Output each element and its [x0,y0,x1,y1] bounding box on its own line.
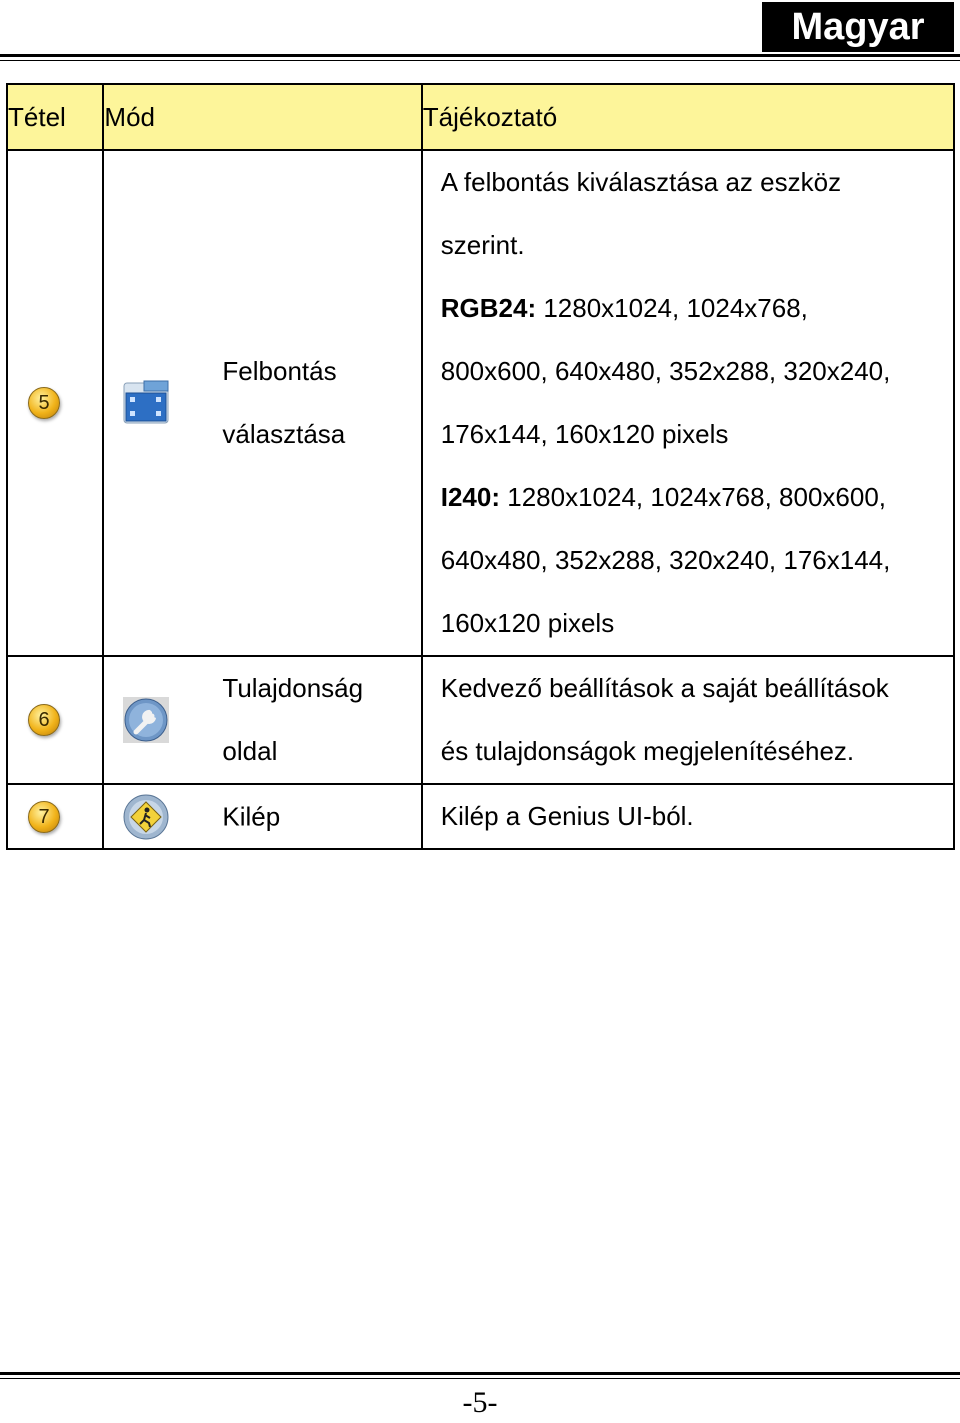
item-number-cell [7,656,103,784]
footer-divider [0,1372,960,1375]
mode-label: Felbontás választása [222,356,346,449]
info-cell: A felbontás kiválasztása az eszköz szerint. RGB24: 1280x1024, 1024x768, 800x600, 640x480, 352x288, 320x240, 176x144, 160x120 pixels I240: 1280x1024, 1024x768, 800x600, 640x480, 352x288, 320x240, 176x144, 160x120 pixels [422,150,954,656]
mode-cell [103,656,421,784]
table-row [7,784,954,849]
mode-cell [103,784,421,849]
header-mode: Mód [103,84,421,150]
item-number-cell [7,150,103,656]
number-badge: 6 [28,704,60,736]
mode-label: Tulajdonság oldal [222,673,364,766]
header-divider-thin [0,60,960,61]
number-badge: 5 [28,387,60,419]
table-row [7,656,954,784]
page-number: -5- [462,1386,498,1419]
mode-cell [103,150,421,656]
header-divider [0,54,960,57]
footer-divider-thin [0,1378,960,1379]
info-cell: Kedvező beállítások a saját beállítások és tulajdonságok megjelenítéséhez. [422,656,954,784]
exit-icon [122,793,170,841]
wrench-settings-icon [122,696,170,744]
item-number-cell [7,784,103,849]
number-badge: 7 [28,801,60,833]
header-info: Tájékoztató [422,84,954,150]
table-header-row [7,84,954,150]
language-label: Magyar [762,2,954,52]
resolution-window-icon [122,379,170,427]
mode-label: Kilép [222,801,281,831]
feature-table [6,83,955,850]
table-row [7,150,954,656]
header-item: Tétel [7,84,103,150]
info-cell: Kilép a Genius UI-ból. [422,784,954,849]
